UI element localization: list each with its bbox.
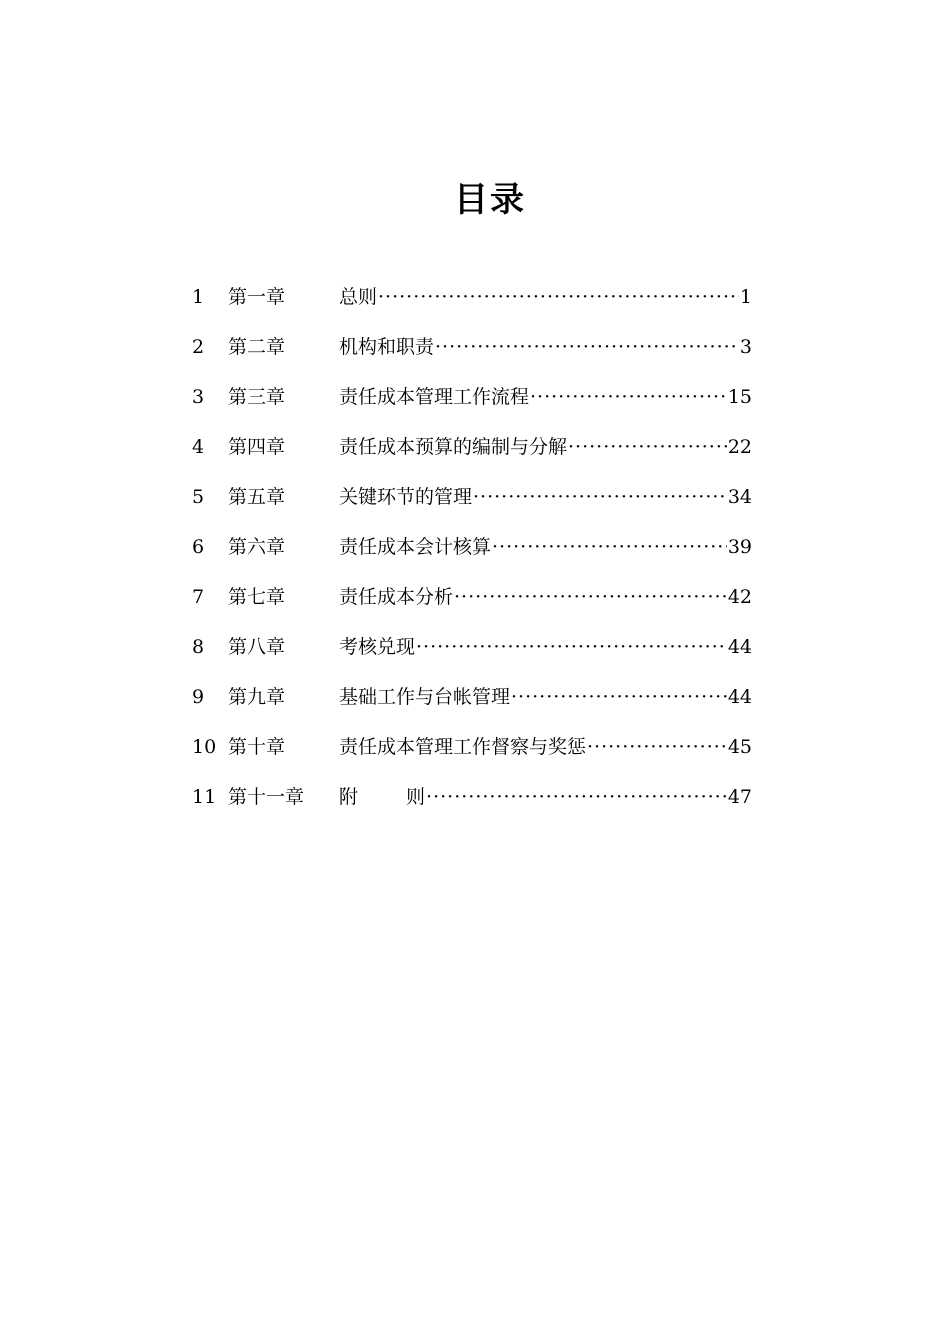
toc-dot-leader <box>568 430 727 464</box>
toc-entry-page: 22 <box>727 436 752 458</box>
toc-entry-heading: 责任成本预算的编制与分解 <box>339 436 568 458</box>
toc-entry-heading: 考核兑现 <box>339 636 416 658</box>
toc-entry-10 <box>192 730 752 780</box>
toc-entry-page: 44 <box>727 636 752 658</box>
toc-entry-heading: 机构和职责 <box>339 336 435 358</box>
toc-entry-7 <box>192 580 752 630</box>
toc-entry-number: 7 <box>192 586 205 608</box>
toc-dot-leader <box>378 280 739 314</box>
toc-entry-chapter: 第六章 <box>228 536 286 558</box>
toc-entry-page: 34 <box>727 486 752 508</box>
toc-entry-page: 39 <box>727 536 752 558</box>
toc-entry-3 <box>192 380 752 430</box>
toc-dot-leader <box>492 530 727 564</box>
toc-entry-chapter: 第十章 <box>228 736 286 758</box>
toc-entry-chapter: 第三章 <box>228 386 286 408</box>
toc-entry-heading: 责任成本分析 <box>339 586 454 608</box>
toc-entry-8 <box>192 630 752 680</box>
toc-dot-leader <box>587 730 727 764</box>
page-title: 目录 <box>454 180 526 220</box>
toc-entry-chapter: 第五章 <box>228 486 286 508</box>
toc-entry-number: 4 <box>192 436 205 458</box>
toc-entry-chapter: 第七章 <box>228 586 286 608</box>
toc-dot-leader <box>473 480 727 514</box>
toc-entry-heading: 关键环节的管理 <box>339 486 473 508</box>
toc-entry-page: 1 <box>739 286 752 308</box>
toc-entry-page: 45 <box>727 736 752 758</box>
toc-entry-chapter: 第九章 <box>228 686 286 708</box>
toc-entry-heading: 责任成本管理工作流程 <box>339 386 530 408</box>
toc-entry-number: 8 <box>192 636 205 658</box>
toc-entry-9 <box>192 680 752 730</box>
toc-entry-heading: 基础工作与台帐管理 <box>339 686 511 708</box>
toc-dot-leader <box>454 580 727 614</box>
toc-entry-11 <box>192 780 752 830</box>
toc-list <box>192 280 752 830</box>
toc-entry-number: 11 <box>192 786 217 808</box>
toc-entry-page: 47 <box>727 786 752 808</box>
toc-entry-heading: 责任成本会计核算 <box>339 536 492 558</box>
toc-entry-page: 42 <box>727 586 752 608</box>
toc-entry-heading: 附 则 <box>339 786 426 808</box>
toc-entry-heading: 总则 <box>339 286 378 308</box>
toc-entry-number: 9 <box>192 686 205 708</box>
toc-entry-chapter: 第一章 <box>228 286 286 308</box>
toc-entry-4 <box>192 430 752 480</box>
toc-entry-page: 15 <box>727 386 752 408</box>
toc-dot-leader <box>435 330 739 364</box>
toc-entry-chapter: 第四章 <box>228 436 286 458</box>
toc-entry-6 <box>192 530 752 580</box>
toc-entry-1 <box>192 280 752 330</box>
toc-dot-leader <box>416 630 727 664</box>
toc-dot-leader <box>426 780 727 814</box>
toc-entry-heading: 责任成本管理工作督察与奖惩 <box>339 736 587 758</box>
toc-entry-chapter: 第二章 <box>228 336 286 358</box>
toc-entry-number: 6 <box>192 536 205 558</box>
toc-entry-2 <box>192 330 752 380</box>
toc-entry-chapter: 第八章 <box>228 636 286 658</box>
toc-entry-chapter: 第十一章 <box>228 786 305 808</box>
toc-entry-page: 3 <box>739 336 752 358</box>
toc-entry-number: 2 <box>192 336 205 358</box>
toc-entry-number: 1 <box>192 286 205 308</box>
toc-entry-5 <box>192 480 752 530</box>
toc-entry-page: 44 <box>727 686 752 708</box>
toc-entry-number: 3 <box>192 386 205 408</box>
toc-dot-leader <box>530 380 727 414</box>
toc-entry-number: 5 <box>192 486 205 508</box>
toc-dot-leader <box>511 680 727 714</box>
toc-entry-number: 10 <box>192 736 217 758</box>
